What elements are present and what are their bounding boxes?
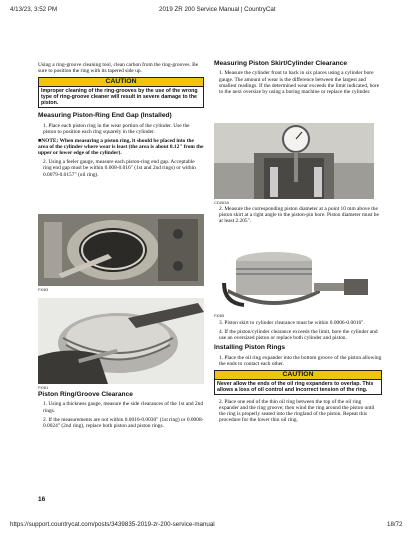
- end-gap-steps-2: [38, 159, 204, 177]
- photo-micrometer-piston: [214, 243, 380, 311]
- end-gap-steps: [38, 123, 204, 135]
- figure-code: FI083: [38, 287, 49, 292]
- section-heading-install: Installing Piston Rings: [214, 344, 286, 352]
- left-column-top: [38, 62, 204, 181]
- skirt-steps-2: [214, 206, 382, 224]
- left-column-bottom: [38, 389, 204, 432]
- caution-body: Improper cleaning of the ring-grooves by the use of the wrong type of ring-groove cleaner will result in severe damage to the piston.: [41, 88, 198, 107]
- skirt-steps: [214, 70, 382, 94]
- section-heading-end-gap: Measuring Piston-Ring End Gap (Installed): [38, 112, 172, 120]
- caution-body: Never allow the ends of the oil ring expanders to overlap. This allows a loss of oil control and incorrect tension of the ring.: [217, 380, 374, 393]
- photo-cylinder-ring-gap: [38, 214, 204, 286]
- list-item: 3. Piston skirt to cylinder clearance must be within 0.0006-0.0016".: [219, 320, 365, 326]
- page-url: https://support.countrycat.com/posts/3439835-2019-zr-200-service-manual: [10, 521, 215, 528]
- caution-box-1: [38, 77, 204, 108]
- caution-box-2: [214, 370, 382, 395]
- caution-title: CAUTION: [215, 371, 381, 380]
- list-item: 1. Using a thickness gauge, measure the side clearances of the 1st and 2nd rings.: [43, 401, 204, 414]
- page-counter: 18/72: [387, 521, 403, 528]
- skirt-steps-3: [214, 320, 382, 341]
- intro-paragraph: Using a ring-groove cleaning tool, clean carbon from the ring-grooves. Be sure to position the ring with its tapered side up.: [38, 62, 199, 75]
- figure-code: CD063A: [214, 200, 230, 205]
- right-column-bottom: [214, 320, 382, 426]
- install-steps: [214, 355, 382, 367]
- section-heading-skirt: Measuring Piston Skirt/Cylinder Clearance: [214, 60, 348, 67]
- list-item: 1. Measure the cylinder front to back in six places using a cylinder bore gauge. The amount of wear is the difference between the largest and smallest readings. If the determined wear exceeds the limit indicated, bore to the next oversize by using a boring machine or replace the cylinder.: [219, 70, 380, 95]
- list-item: 2. If the measurements are not within 0.0016-0.0030" (1st ring) or 0.0008-0.0024" (2nd ring), replace both piston and piston rings.: [43, 416, 204, 429]
- right-column-mid: [214, 206, 382, 227]
- groove-steps: [38, 401, 204, 428]
- photo-ring-groove-clearance: [38, 298, 204, 384]
- caution-title: CAUTION: [39, 78, 203, 87]
- section-heading-groove: Piston Ring/Groove Clearance: [38, 391, 133, 398]
- manual-page-number: 16: [38, 496, 46, 503]
- photo-bore-gauge: [214, 123, 374, 199]
- figure-code: FI081: [38, 385, 49, 390]
- print-timestamp: 4/13/23, 3:52 PM: [10, 6, 58, 13]
- list-item: 1. Place each piston ring in the wear portion of the cylinder. Use the piston to position each ring squarely in the cylinder.: [43, 122, 190, 135]
- list-item: 4. If the piston/cylinder clearance exceeds the limit, bore the cylinder and use an oversized piston or replace both cylinder and piston.: [219, 329, 378, 342]
- install-steps-2: [214, 399, 382, 423]
- figure-code: FI085: [214, 313, 225, 318]
- list-item: 2. Using a feeler gauge, measure each piston-ring end gap. Acceptable ring end gap must be within 0.008-0.016" (1st and 2nd rings) or within 0.0079-0.0157" (oil ring).: [43, 159, 196, 178]
- right-column-top: [214, 58, 382, 98]
- list-item: 2. Place one end of the thin oil ring between the top of the oil ring expander and the ring groove; then wind the ring around the piston until the ring is properly seated into the ringland of the piston. Repeat this procedure for the lower thin oil ring.: [219, 399, 375, 424]
- page-title: 2019 ZR 200 Service Manual | CountryCat: [159, 6, 276, 13]
- list-item: 1. Place the oil ring expander into the bottom groove of the piston allowing the ends to contact each other.: [219, 354, 382, 367]
- note-paragraph: ■NOTE: When measuring a piston ring, it should be placed into the area of the cylinder where wear is least (the area is about 0.12" from the upper or lower edge of the cylinder).: [38, 138, 204, 157]
- list-item: 2. Measure the corresponding piston diameter at a point 10 mm above the piston skirt at a right angle to the piston-pin bore. Piston diameter must be at least 2.205".: [219, 206, 379, 225]
